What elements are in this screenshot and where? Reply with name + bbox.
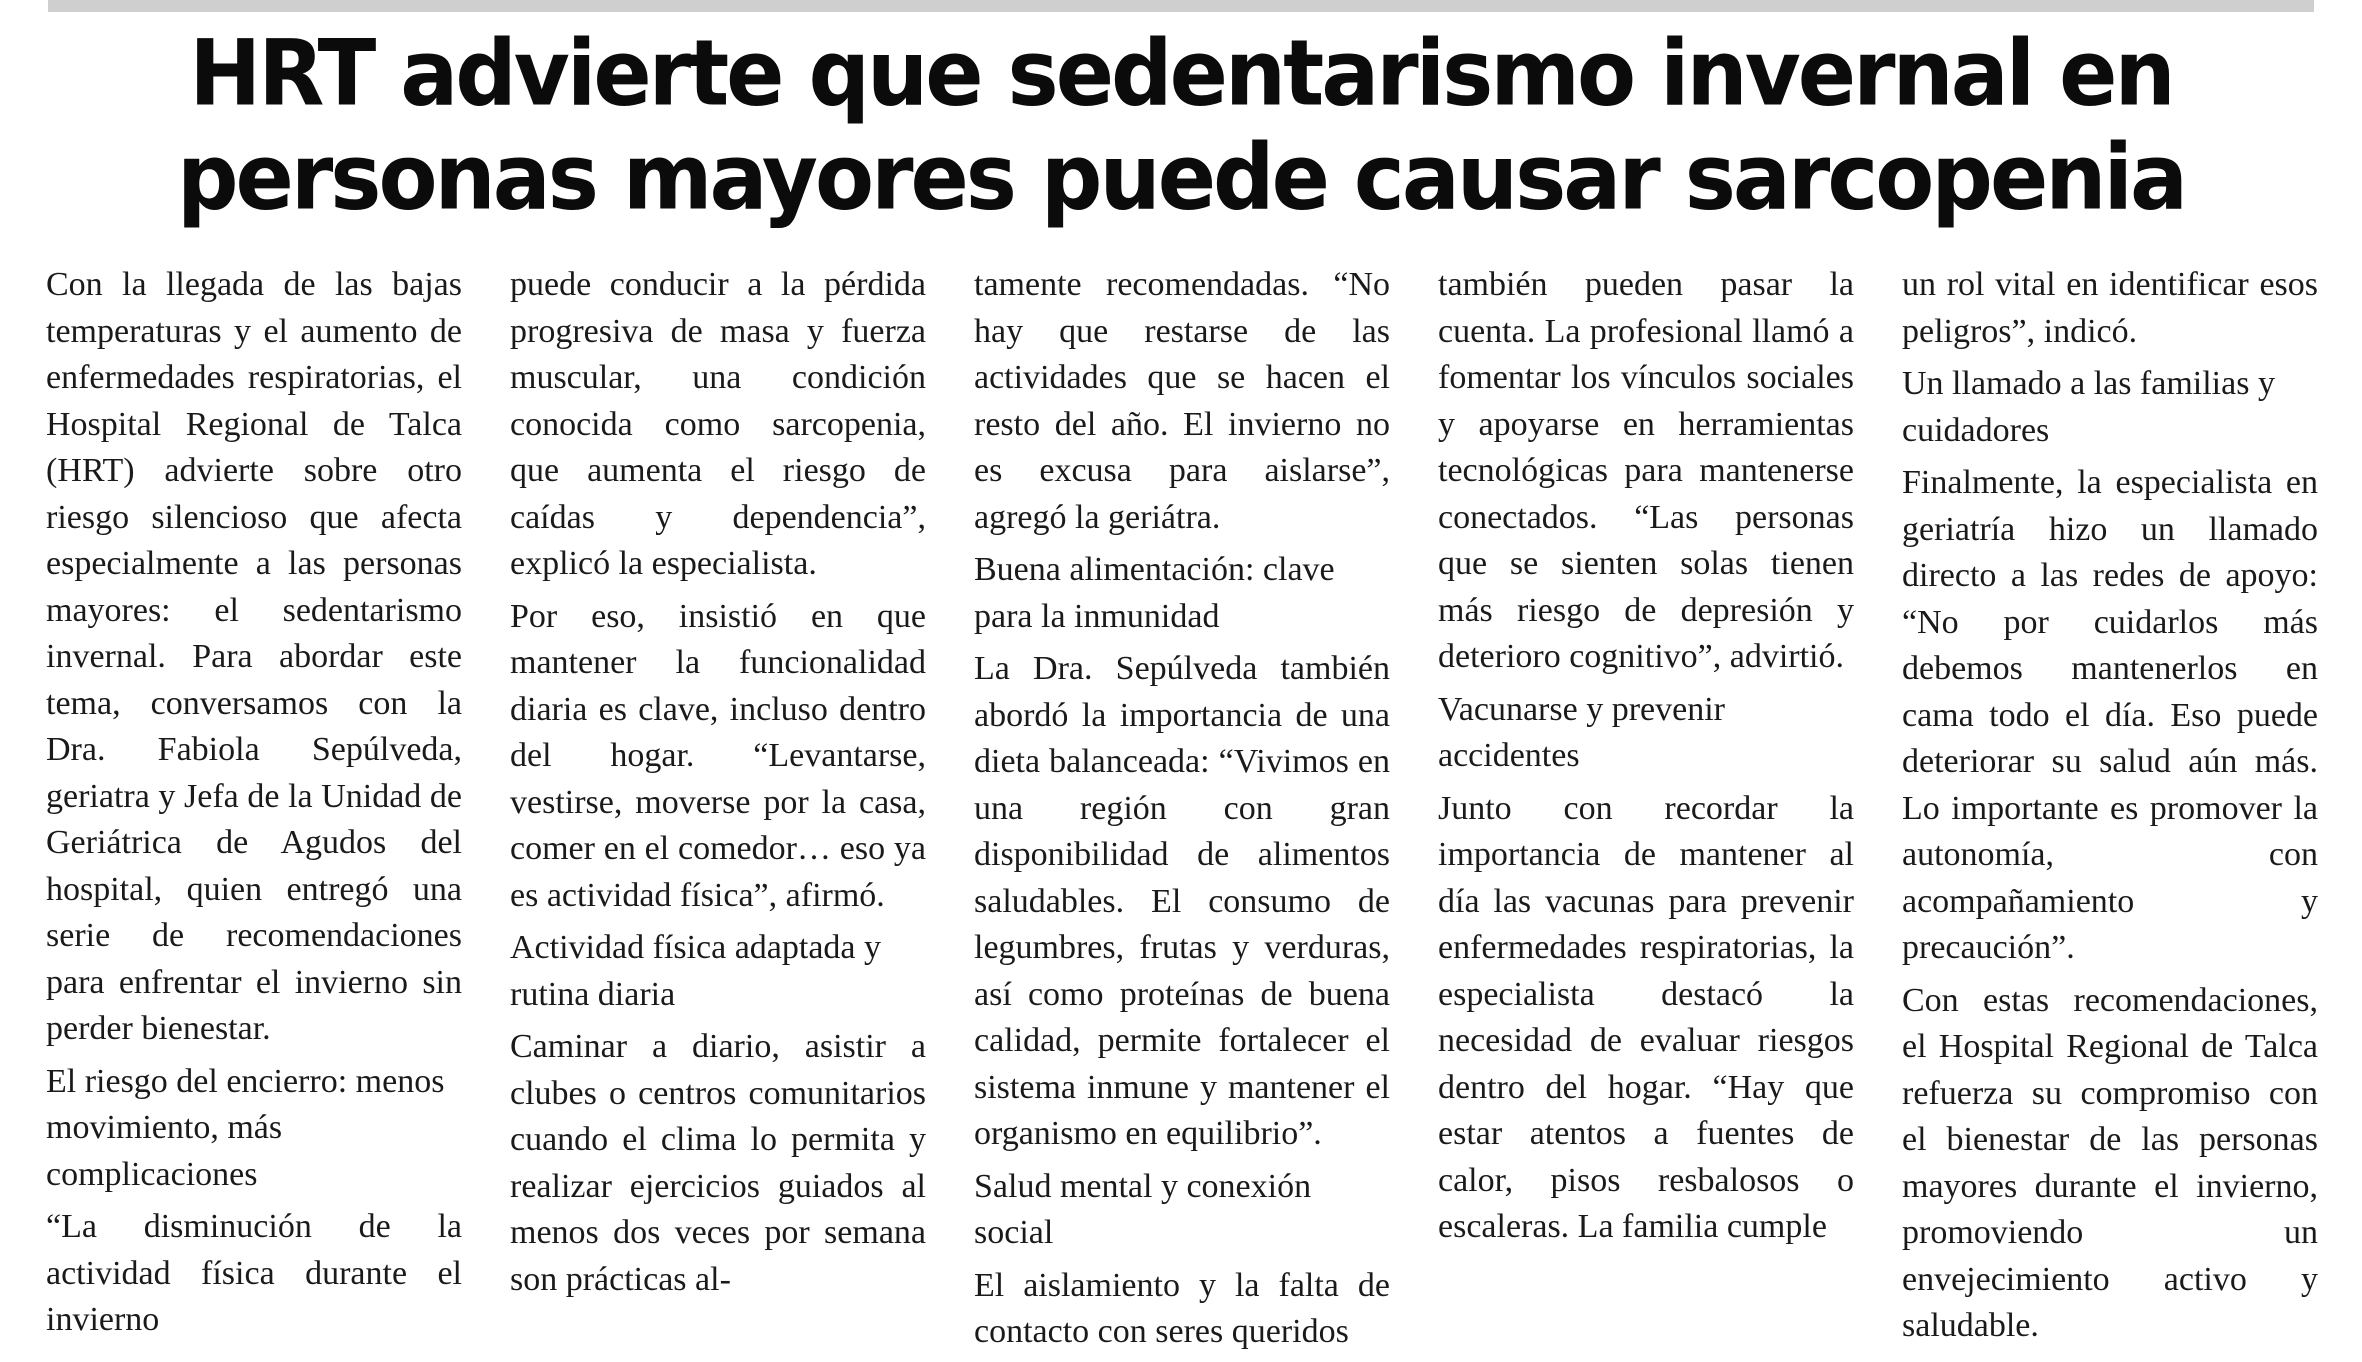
column-1: [46, 262, 462, 1362]
column-3: [974, 262, 1390, 1362]
paragraph: tamente recomendadas. “No hay que restarse de las actividades que se hacen el resto del año. El invierno no es excusa para aislarse”, agregó la geriátra.: [974, 266, 1390, 536]
column-5: [1902, 262, 2318, 1362]
section-subhead: Salud mental y conexión social: [974, 1167, 1312, 1251]
paragraph: Con estas recomendaciones, el Hospital Regional de Talca refuerza su compromiso con el bienestar de las personas mayores durante el invierno, promoviendo un envejecimiento activo y saludable.: [1902, 981, 2318, 1344]
paragraph: un rol vital en identificar esos peligros”, indicó.: [1902, 266, 2318, 350]
headline: HRT advierte que sedentarismo invernal en personas mayores puede causar sarcopenia: [176, 20, 2186, 231]
section-subhead: Vacunarse y prevenir accidentes: [1438, 690, 1725, 774]
column-2: [510, 262, 926, 1362]
section-subhead: Actividad física adaptada y rutina diaria: [510, 929, 882, 1013]
paragraph: Por eso, insistió en que mantener la funcionalidad diaria es clave, incluso dentro del hogar. “Levantarse, vestirse, moverse por la casa, comer en el comedor… eso ya es actividad física”, afirmó.: [510, 597, 926, 914]
section-subhead: El riesgo del encierro: menos movimiento, más complicaciones: [46, 1062, 445, 1193]
section-subhead: Un llamado a las familias y cuidadores: [1902, 365, 2275, 449]
top-rule: [48, 0, 2314, 12]
paragraph: La Dra. Sepúlveda también abordó la importancia de una dieta balanceada: “Vivimos en una región con gran disponibilidad de alimentos saludables. El consumo de legumbres, frutas y verduras, así como proteínas de buena calidad, permite fortalecer el sistema inmune y mantener el organismo en equilibrio”.: [974, 650, 1390, 1152]
paragraph: El aislamiento y la falta de contacto con seres queridos: [974, 1266, 1390, 1350]
section-subhead: Buena alimentación: clave para la inmunidad: [974, 551, 1335, 635]
paragraph: Junto con recordar la importancia de mantener al día las vacunas para prevenir enfermedades respiratorias, la especialista destacó la necesidad de evaluar riesgos dentro del hogar. “Hay que estar atentos a fuentes de calor, pisos resbalosos o escaleras. La familia cumple: [1438, 789, 1854, 1245]
paragraph: Finalmente, la especialista en geriatría hizo un llamado directo a las redes de apoyo: “No por cuidarlos más debemos mantenerlos en cama todo el día. Eso puede deteriorar su salud aún más. Lo importante es promover la autonomía, con acompañamiento y precaución”.: [1902, 464, 2318, 966]
paragraph: puede conducir a la pérdida progresiva de masa y fuerza muscular, una condición conocida como sarcopenia, que aumenta el riesgo de caídas y dependencia”, explicó la especialista.: [510, 266, 926, 582]
article-body: [46, 262, 2318, 1362]
paragraph: también pueden pasar la cuenta. La profesional llamó a fomentar los vínculos sociales y apoyarse en herramientas tecnológicas para mantenerse conectados. “Las personas que se sienten solas tienen más riesgo de depresión y deterioro cognitivo”, advirtió.: [1438, 266, 1854, 675]
column-4: [1438, 262, 1854, 1362]
paragraph: “La disminución de la actividad física durante el invierno: [46, 1208, 462, 1338]
paragraph: Con la llegada de las bajas temperaturas y el aumento de enfermedades respiratorias, el Hospital Regional de Talca (HRT) advierte sobre otro riesgo silencioso que afecta especialmente a las personas mayores: el sedentarismo invernal. Para abordar este tema, conversamos con la Dra. Fabiola Sepúlveda, geriatra y Jefa de la Unidad de Geriátrica de Agudos del hospital, quien entregó una serie de recomendaciones para enfrentar el invierno sin perder bienestar.: [46, 266, 462, 1047]
paragraph: Caminar a diario, asistir a clubes o centros comunitarios cuando el clima lo permita y realizar ejercicios guiados al menos dos veces por semana son prácticas al-: [510, 1028, 926, 1298]
